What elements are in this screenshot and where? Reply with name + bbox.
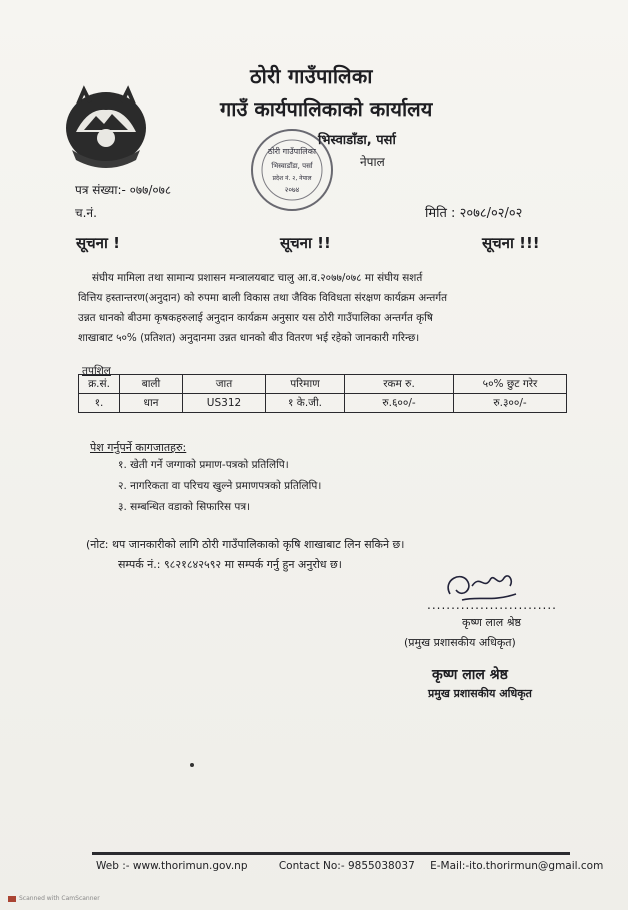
date-value: २०७८/०२/०२ <box>459 206 523 221</box>
footer <box>96 860 603 872</box>
reference-label: पत्र संख्या:- <box>75 183 126 197</box>
body-line: उन्नत धानको बीउमा कृषकहरुलाई अनुदान कार्यक्रम अनुसार यस ठोरी गाउँपालिका अन्तर्गत कृषि <box>78 312 433 324</box>
table-cell: रु.६००/- <box>345 394 454 413</box>
table-cell: धान <box>120 394 183 413</box>
page-mark <box>190 763 194 767</box>
document-item: ३. सम्बन्धित वडाको सिफारिस पत्र। <box>118 501 251 513</box>
office-country: नेपाल <box>360 155 385 169</box>
document-item: १. खेती गर्ने जग्गाको प्रमाण-पत्रको प्रतिलिपि। <box>118 459 289 471</box>
document-item: २. नागरिकता वा परिचय खुल्ने प्रमाणपत्रको प्रतिलिपि। <box>118 480 322 492</box>
notice-heading-2: सूचना !! <box>280 234 331 252</box>
table-header-cell: क्र.सं. <box>79 375 120 394</box>
office-address: भिस्वाडाँडा, पर्सा <box>318 133 396 148</box>
date-label: मिति : <box>425 206 456 221</box>
nepal-emblem-icon <box>58 80 154 170</box>
table-cell: US312 <box>183 394 266 413</box>
office-name: गाउँ कार्यपालिकाको कार्यालय <box>220 97 433 121</box>
table-header-cell: परिमाण <box>266 375 345 394</box>
footer-email: E-Mail:-ito.thorirmun@gmail.com <box>430 860 604 872</box>
notice-heading-1: सूचना ! <box>76 234 120 252</box>
distribution-table <box>78 374 567 413</box>
documents-heading: पेश गर्नुपर्ने कागजातहरु: <box>90 441 187 454</box>
scanner-text: Scanned with CamScanner <box>19 895 100 902</box>
table-caption: तपशिल <box>82 365 111 377</box>
notice-heading-3: सूचना !!! <box>482 234 540 252</box>
notice-body <box>78 268 558 348</box>
table-header-cell: ५०% छुट गरेर <box>454 375 567 394</box>
scanner-watermark <box>8 895 100 902</box>
body-line: वित्तिय हस्तान्तरण(अनुदान) को रुपमा बाली विकास तथा जैविक विविधता संरक्षण कार्यक्रम अन्तर्गत <box>78 292 448 304</box>
signature-line: ........................... <box>427 598 557 612</box>
table-header-row <box>79 375 567 394</box>
reference-value: ०७७/०७८ <box>129 183 172 197</box>
table-header-cell: जात <box>183 375 266 394</box>
table-row <box>79 394 567 413</box>
table-cell: रु.३००/- <box>454 394 567 413</box>
footer-contact: Contact No:- 9855038037 <box>278 860 415 872</box>
signatory-name: कृष्ण लाल श्रेष्ठ <box>462 616 521 629</box>
body-line: संघीय मामिला तथा सामान्य प्रशासन मन्त्रालयबाट चालु आ.व.२०७७/०७८ मा संघीय सशर्त <box>92 272 423 284</box>
stamp-year: २०७४ <box>284 186 300 194</box>
signatory-title: (प्रमुख प्रशासकीय अधिकृत) <box>404 636 516 649</box>
footer-website: Web :- www.thorimun.gov.np <box>96 860 248 872</box>
dispatch-number-label: च.नं. <box>75 206 97 220</box>
stamp-text-2: भिस्वाडाँडा, पर्सा <box>271 162 313 170</box>
stamp-text-3: प्रदेश नं. २, नेपाल <box>272 175 312 182</box>
table-header-cell: बाली <box>120 375 183 394</box>
reference-number <box>75 181 171 198</box>
camscanner-icon <box>8 896 16 902</box>
office-stamp-icon <box>246 124 338 216</box>
signatory-stamp-title: प्रमुख प्रशासकीय अधिकृत <box>428 687 532 700</box>
organization-name: ठोरी गाउँपालिका <box>250 64 373 88</box>
footer-divider <box>92 852 570 855</box>
table-cell: १. <box>79 394 120 413</box>
body-line: शाखाबाट ५०% (प्रतिशत) अनुदानमा उन्नत धानको बीउ वितरण भई रहेको जानकारी गरिन्छ। <box>78 332 420 344</box>
stamp-text-1: ठोरी गाउँपालिका <box>268 147 316 156</box>
note-line-1: (नोट: थप जानकारीको लागि ठोरी गाउँपालिकाको कृषि शाखाबाट लिन सकिने छ। <box>86 538 405 551</box>
signatory-stamp-name: कृष्ण लाल श्रेष्ठ <box>432 667 508 683</box>
table-cell: १ के.जी. <box>266 394 345 413</box>
letter-date <box>425 203 522 221</box>
table-header-cell: रकम रु. <box>345 375 454 394</box>
note-line-2: सम्पर्क नं.: ९८२१८४२५९२ मा सम्पर्क गर्नु हुन अनुरोध छ। <box>118 558 342 571</box>
